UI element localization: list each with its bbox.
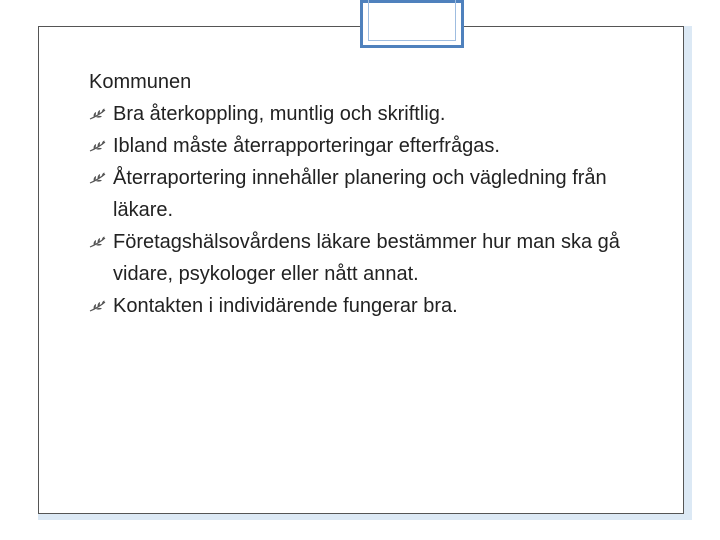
bullet-text: Kontakten i individärende fungerar bra. <box>113 295 458 317</box>
bullet-text: Ibland måste återrapporteringar efterfrågas. <box>113 135 500 157</box>
leaf-flourish-icon <box>89 300 109 312</box>
leaf-flourish-icon <box>89 236 109 248</box>
bullet-list <box>89 98 649 322</box>
frame-right-shadow <box>684 26 692 514</box>
leaf-flourish-icon <box>89 172 109 184</box>
content-area <box>89 66 649 322</box>
bullet-text: Företagshälsovårdens läkare bestämmer hur man ska gå vidare, psykologer eller nått annat. <box>113 231 620 285</box>
bullet-item <box>89 290 649 322</box>
leaf-flourish-icon <box>89 108 109 120</box>
bullet-text: Återraportering innehåller planering och vägledning från läkare. <box>113 167 607 221</box>
bullet-item <box>89 130 649 162</box>
bullet-text: Bra återkoppling, muntlig och skriftlig. <box>113 103 446 125</box>
bullet-item <box>89 162 649 226</box>
bullet-item <box>89 226 649 290</box>
frame-bottom-shadow <box>38 514 692 520</box>
accent-box-inner <box>368 0 456 41</box>
bullet-item <box>89 98 649 130</box>
slide-heading: Kommunen <box>89 71 192 93</box>
leaf-flourish-icon <box>89 140 109 152</box>
